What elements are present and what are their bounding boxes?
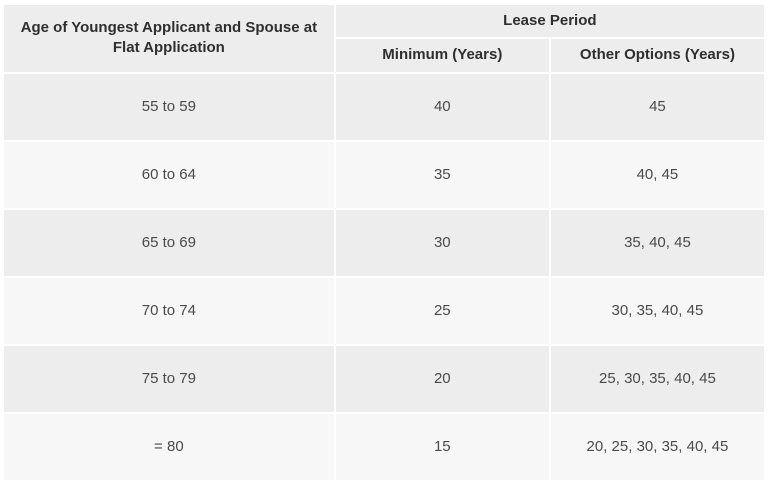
column-header-minimum-years: Minimum (Years) xyxy=(336,39,549,71)
table-row xyxy=(4,210,764,276)
table-row xyxy=(4,346,764,412)
cell-age: 60 to 64 xyxy=(4,142,334,208)
lease-period-table xyxy=(2,3,766,482)
cell-other-options: 45 xyxy=(551,74,764,140)
table-row xyxy=(4,142,764,208)
table-body xyxy=(4,74,764,480)
cell-minimum: 40 xyxy=(336,74,549,140)
table-header-row-top xyxy=(4,5,764,37)
column-header-age: Age of Youngest Applicant and Spouse at Flat Application xyxy=(4,5,334,72)
cell-age: = 80 xyxy=(4,414,334,480)
cell-age: 65 to 69 xyxy=(4,210,334,276)
cell-minimum: 35 xyxy=(336,142,549,208)
cell-age: 70 to 74 xyxy=(4,278,334,344)
column-header-other-options-years: Other Options (Years) xyxy=(551,39,764,71)
cell-minimum: 25 xyxy=(336,278,549,344)
cell-other-options: 30, 35, 40, 45 xyxy=(551,278,764,344)
cell-minimum: 30 xyxy=(336,210,549,276)
cell-other-options: 25, 30, 35, 40, 45 xyxy=(551,346,764,412)
table-row xyxy=(4,74,764,140)
table-header xyxy=(4,5,764,72)
cell-minimum: 20 xyxy=(336,346,549,412)
table-row xyxy=(4,414,764,480)
cell-other-options: 20, 25, 30, 35, 40, 45 xyxy=(551,414,764,480)
cell-age: 55 to 59 xyxy=(4,74,334,140)
cell-age: 75 to 79 xyxy=(4,346,334,412)
column-header-lease-period: Lease Period xyxy=(336,5,764,37)
cell-other-options: 40, 45 xyxy=(551,142,764,208)
cell-other-options: 35, 40, 45 xyxy=(551,210,764,276)
table-row xyxy=(4,278,764,344)
cell-minimum: 15 xyxy=(336,414,549,480)
